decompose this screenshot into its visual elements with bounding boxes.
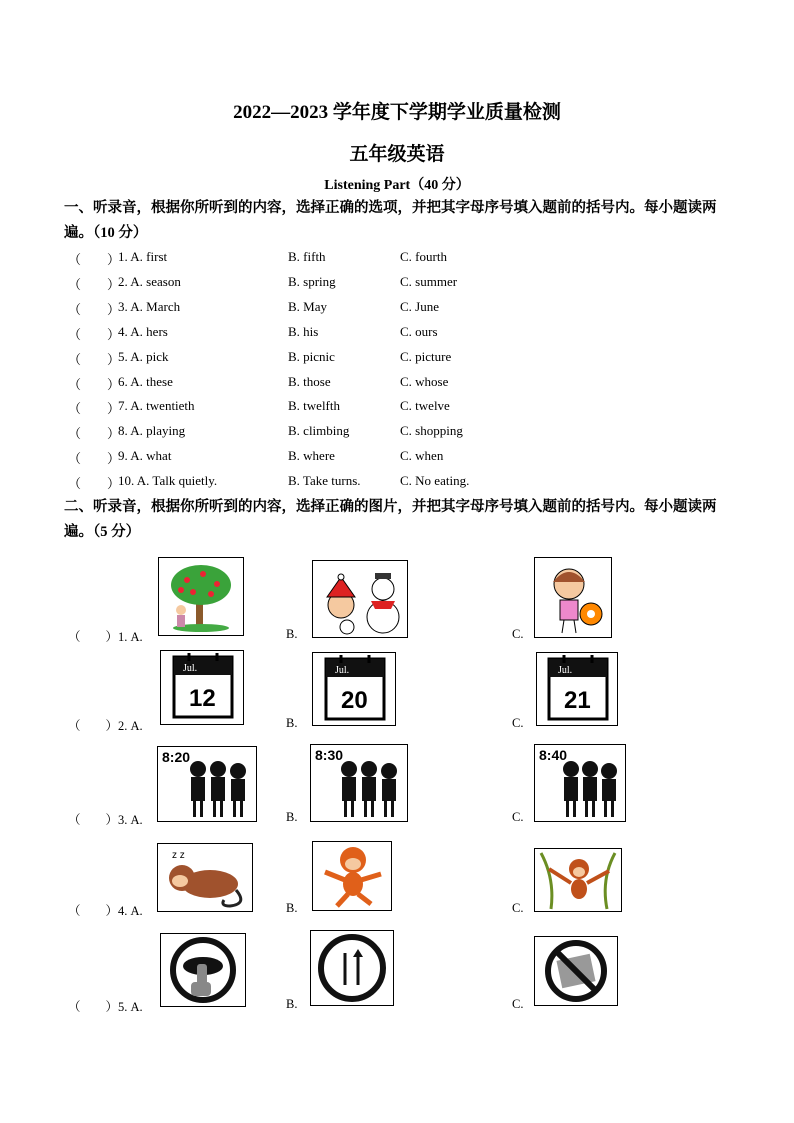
- calendar-picture: [312, 652, 396, 726]
- option-a: 1. A. first: [118, 249, 168, 264]
- sleeping-monkey-picture: [157, 843, 253, 912]
- calendar-date-text: 12: [189, 685, 216, 712]
- running-monkey-picture: [312, 841, 392, 911]
- question-row: [68, 324, 768, 344]
- calendar-date-text: 21: [564, 687, 591, 714]
- question-row: [68, 374, 768, 394]
- answer-blank[interactable]: （ ）: [68, 301, 121, 317]
- option-a: 5. A. pick: [118, 348, 169, 364]
- option-b: B. climbing: [288, 423, 350, 439]
- calendar-month-text: Jul.: [558, 665, 573, 676]
- calendar-month-text: Jul.: [183, 663, 198, 674]
- students-time-picture: [157, 746, 257, 822]
- option-c: C. fourth: [400, 249, 447, 264]
- option-b: B. those: [288, 373, 331, 389]
- question-row: [68, 299, 768, 319]
- option-c: C. June: [400, 298, 439, 314]
- option-a: 9. A. what: [118, 448, 172, 464]
- question-row: [68, 398, 768, 418]
- students-time-picture: [310, 744, 408, 822]
- svg-text:z z: z z: [172, 850, 185, 861]
- answer-blank[interactable]: （ ）: [68, 252, 121, 267]
- girl-swimming-ring-picture: [534, 557, 612, 638]
- calendar-picture: [536, 652, 618, 726]
- option-b: B. where: [288, 448, 335, 464]
- option-c: C. picture: [400, 348, 452, 364]
- row-label: （ ）5. A.: [68, 1000, 143, 1014]
- time-text: 8:40: [539, 747, 568, 763]
- option-b: B. spring: [288, 273, 336, 289]
- option-b: B. Take turns.: [288, 473, 361, 489]
- option-c: C. summer: [400, 273, 458, 289]
- answer-blank[interactable]: （ ）: [68, 476, 121, 492]
- christmas-snowman-picture: [312, 560, 408, 638]
- option-b: B. picnic: [288, 348, 335, 364]
- option-a: 10. A. Talk quietly.: [118, 473, 218, 489]
- answer-blank[interactable]: （ ）: [68, 276, 121, 292]
- option-c: C. twelve: [400, 398, 450, 414]
- option-a: 4. A. hers: [118, 323, 168, 339]
- part-heading: Listening Part（40 分）: [324, 178, 470, 193]
- option-b: B. his: [288, 323, 319, 339]
- answer-blank[interactable]: （ ）: [68, 376, 121, 392]
- calendar-picture: [160, 650, 244, 725]
- answer-blank[interactable]: （ ）: [68, 451, 121, 467]
- page-subtitle: 五年级英语: [349, 144, 445, 165]
- option-label: C.: [512, 716, 524, 730]
- row-label: （ ）2. A.: [68, 719, 143, 733]
- calendar-date-text: 20: [341, 687, 368, 714]
- calendar-month-text: Jul.: [335, 665, 350, 676]
- answer-blank[interactable]: （ ）: [68, 351, 121, 367]
- question-row: [68, 349, 768, 369]
- option-b: B. May: [288, 298, 327, 314]
- option-a: 7. A. twentieth: [118, 398, 195, 414]
- row-label: （ ）4. A.: [68, 904, 143, 918]
- option-c: C. shopping: [400, 423, 463, 439]
- option-label: B.: [286, 716, 298, 730]
- option-b: B. fifth: [288, 249, 326, 264]
- option-label: C.: [512, 627, 524, 641]
- option-label: C.: [512, 997, 524, 1011]
- row-label: （ ）3. A.: [68, 813, 143, 827]
- time-text: 8:20: [162, 749, 191, 765]
- option-b: B. twelfth: [288, 398, 340, 414]
- question-row: [68, 473, 768, 493]
- climbing-monkey-picture: [534, 848, 622, 912]
- question-row: [68, 448, 768, 468]
- no-eating-sign-icon: [534, 936, 618, 1006]
- row-label: （ ）1. A.: [68, 630, 143, 644]
- option-c: C. ours: [400, 323, 438, 339]
- option-label: B.: [286, 810, 298, 824]
- time-text: 8:30: [315, 747, 344, 763]
- page-title: 2022—2023 学年度下学期学业质量检测: [233, 102, 561, 123]
- apple-tree-picture: [158, 557, 244, 636]
- option-a: 3. A. March: [118, 298, 181, 314]
- option-a: 8. A. playing: [118, 423, 186, 439]
- section2-instruction: 二、听录音，根据你所听到的内容，选择正确的图片，并把其字母序号填入题前的括号内。每小题读两遍。（5 分）: [64, 499, 717, 540]
- option-label: B.: [286, 901, 298, 915]
- option-label: B.: [286, 997, 298, 1011]
- question-row: [68, 274, 768, 294]
- option-a: 6. A. these: [118, 373, 173, 389]
- option-c: C. when: [400, 448, 444, 464]
- take-turns-sign-icon: [310, 930, 394, 1006]
- students-time-picture: [534, 744, 626, 822]
- option-label: B.: [286, 627, 298, 641]
- question-row: [68, 249, 768, 269]
- answer-blank[interactable]: （ ）: [68, 401, 121, 417]
- answer-blank[interactable]: （ ）: [68, 326, 121, 342]
- answer-blank[interactable]: （ ）: [68, 426, 121, 442]
- option-label: C.: [512, 810, 524, 824]
- question-row: [68, 423, 768, 443]
- option-c: C. whose: [400, 373, 449, 389]
- quiet-sign-icon: [160, 933, 246, 1007]
- option-label: C.: [512, 901, 524, 915]
- option-c: C. No eating.: [400, 473, 470, 489]
- option-a: 2. A. season: [118, 273, 181, 289]
- section1-instruction: 一、听录音，根据你所听到的内容，选择正确的选项，并把其字母序号填入题前的括号内。每小题读两遍。（10 分）: [64, 200, 717, 241]
